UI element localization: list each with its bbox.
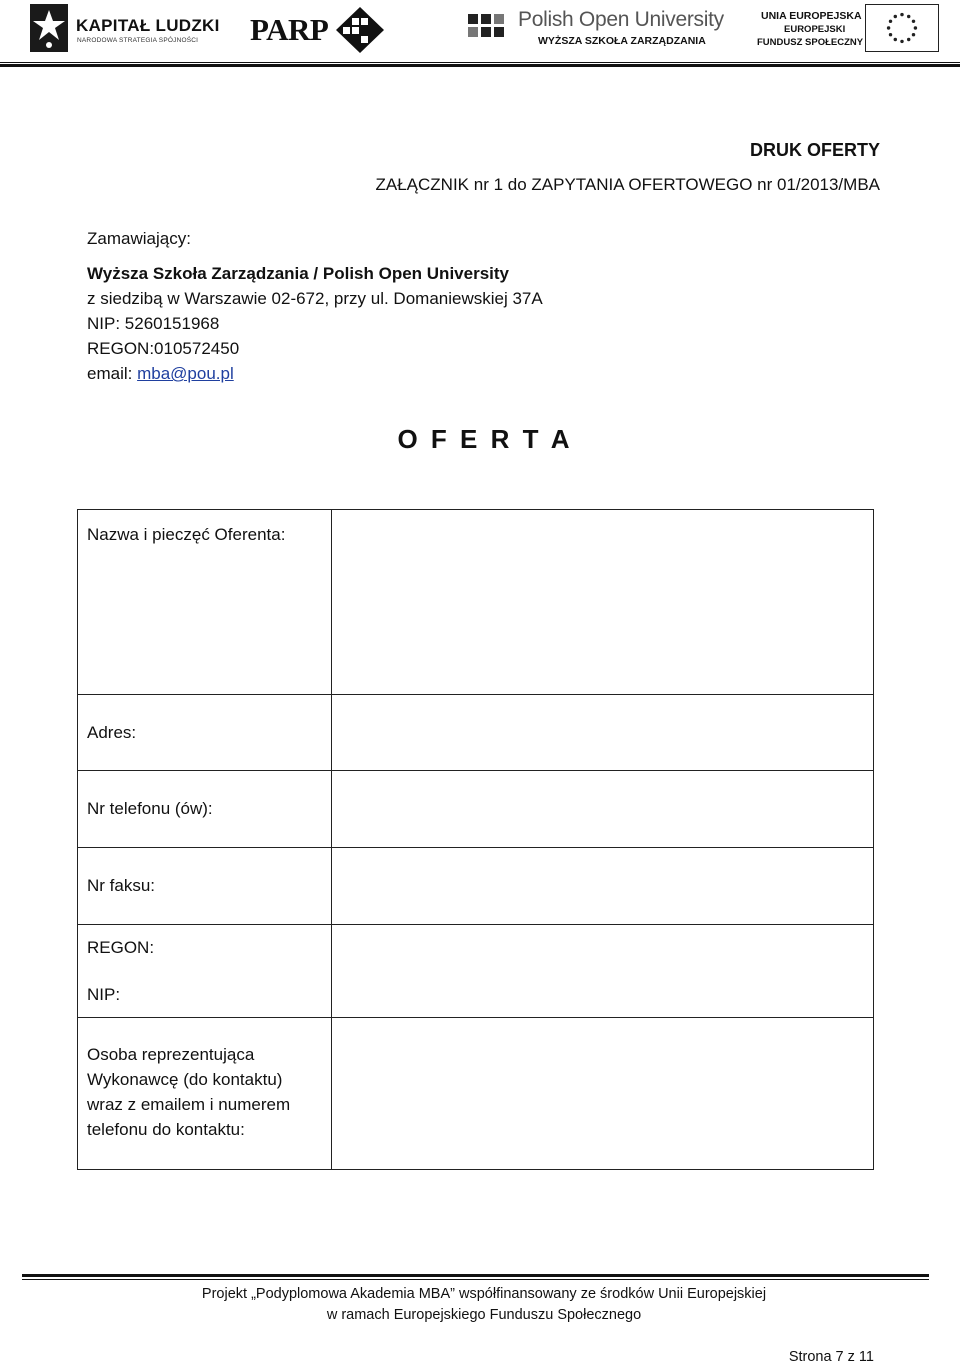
form-name-value[interactable] [332, 510, 874, 695]
form-contact-value[interactable] [332, 1018, 874, 1170]
orderer-email-link[interactable]: mba@pou.pl [137, 364, 234, 383]
form-label-nip: NIP: [87, 985, 121, 1004]
ue-line-3: FUNDUSZ SPOŁECZNY [757, 37, 864, 48]
footer-fund-line: w ramach Europejskiego Funduszu Społecznego [326, 1307, 642, 1323]
form-phone-value[interactable] [332, 771, 874, 848]
orderer-address: z siedzibą w Warszawie 02-672, przy ul. Domaniewskiej 37A [87, 289, 543, 308]
footer-rule-thick [22, 1274, 929, 1277]
eu-flag-icon [865, 4, 939, 52]
pou-title: Polish Open University [518, 8, 724, 31]
form-label: Adres: [87, 723, 137, 742]
form-label-regon: REGON: [87, 938, 155, 957]
ue-line-2: EUROPEJSKI [784, 24, 846, 35]
form-label: Nazwa i pieczęć Oferenta: [87, 525, 286, 544]
form-row-contact [78, 1018, 874, 1170]
kapital-ludzki-emblem-icon [30, 4, 68, 52]
form-label-cell [78, 771, 332, 848]
orderer-label: Zamawiający: [87, 229, 191, 248]
unia-europejska-logo [755, 4, 945, 56]
form-address-value[interactable] [332, 695, 874, 771]
document-subtitle: ZAŁĄCZNIK nr 1 do ZAPYTANIA OFERTOWEGO nr 01/2013/MBA [375, 175, 880, 194]
header-rule-thick [0, 64, 960, 67]
kapital-ludzki-title: KAPITAŁ LUDZKI [76, 16, 220, 35]
document-title: DRUK OFERTY [750, 140, 880, 160]
orderer-block [87, 226, 543, 386]
footer-rule-thin [22, 1279, 929, 1280]
form-label-cell [78, 695, 332, 771]
ue-line-1: UNIA EUROPEJSKA [761, 10, 862, 22]
pou-squares-icon [468, 14, 504, 38]
orderer-email-line [87, 361, 543, 386]
offer-title: O F E R T A [397, 424, 573, 454]
form-fax-value[interactable] [332, 848, 874, 925]
form-label-contact [87, 1018, 331, 1142]
offer-form-table [77, 509, 874, 1170]
kapital-ludzki-logo [30, 4, 220, 54]
page-number: Strona 7 z 11 [788, 1349, 874, 1365]
form-row-phone [78, 771, 874, 848]
form-label: Nr telefonu (ów): [87, 799, 213, 818]
pou-subtitle: WYŻSZA SZKOŁA ZARZĄDZANIA [538, 35, 706, 47]
parp-logo [250, 6, 390, 54]
form-label-line: wraz z emailem i numerem [87, 1095, 291, 1114]
form-label-cell [78, 510, 332, 695]
form-label-line: telefonu do kontaktu: [87, 1120, 245, 1139]
form-label-cell [78, 925, 332, 1018]
orderer-email-label: email: [87, 364, 138, 383]
kapital-ludzki-subtitle: NARODOWA STRATEGIA SPÓJNOŚCI [77, 37, 199, 44]
form-row-fax [78, 848, 874, 925]
form-row-address [78, 695, 874, 771]
form-label-line: Osoba reprezentująca [87, 1045, 255, 1064]
polish-open-university-logo [468, 4, 724, 52]
parp-title: PARP [250, 12, 329, 47]
form-row-regon-nip [78, 925, 874, 1018]
header-rule-thin [0, 62, 960, 63]
form-regon-nip-value[interactable] [332, 925, 874, 1018]
orderer-nip: NIP: 5260151968 [87, 314, 220, 333]
parp-diamond-icon [335, 6, 385, 54]
form-label-line: Wykonawcę (do kontaktu) [87, 1070, 283, 1089]
orderer-regon: REGON:010572450 [87, 339, 240, 358]
form-label-cell [78, 848, 332, 925]
form-label: Nr faksu: [87, 876, 156, 895]
orderer-name: Wyższa Szkoła Zarządzania / Polish Open University [87, 264, 509, 283]
form-row-name [78, 510, 874, 695]
footer-project-line: Projekt „Podyplomowa Akademia MBA” współfinansowany ze środków Unii Europejskiej [201, 1286, 767, 1302]
form-label-cell [78, 1018, 332, 1170]
